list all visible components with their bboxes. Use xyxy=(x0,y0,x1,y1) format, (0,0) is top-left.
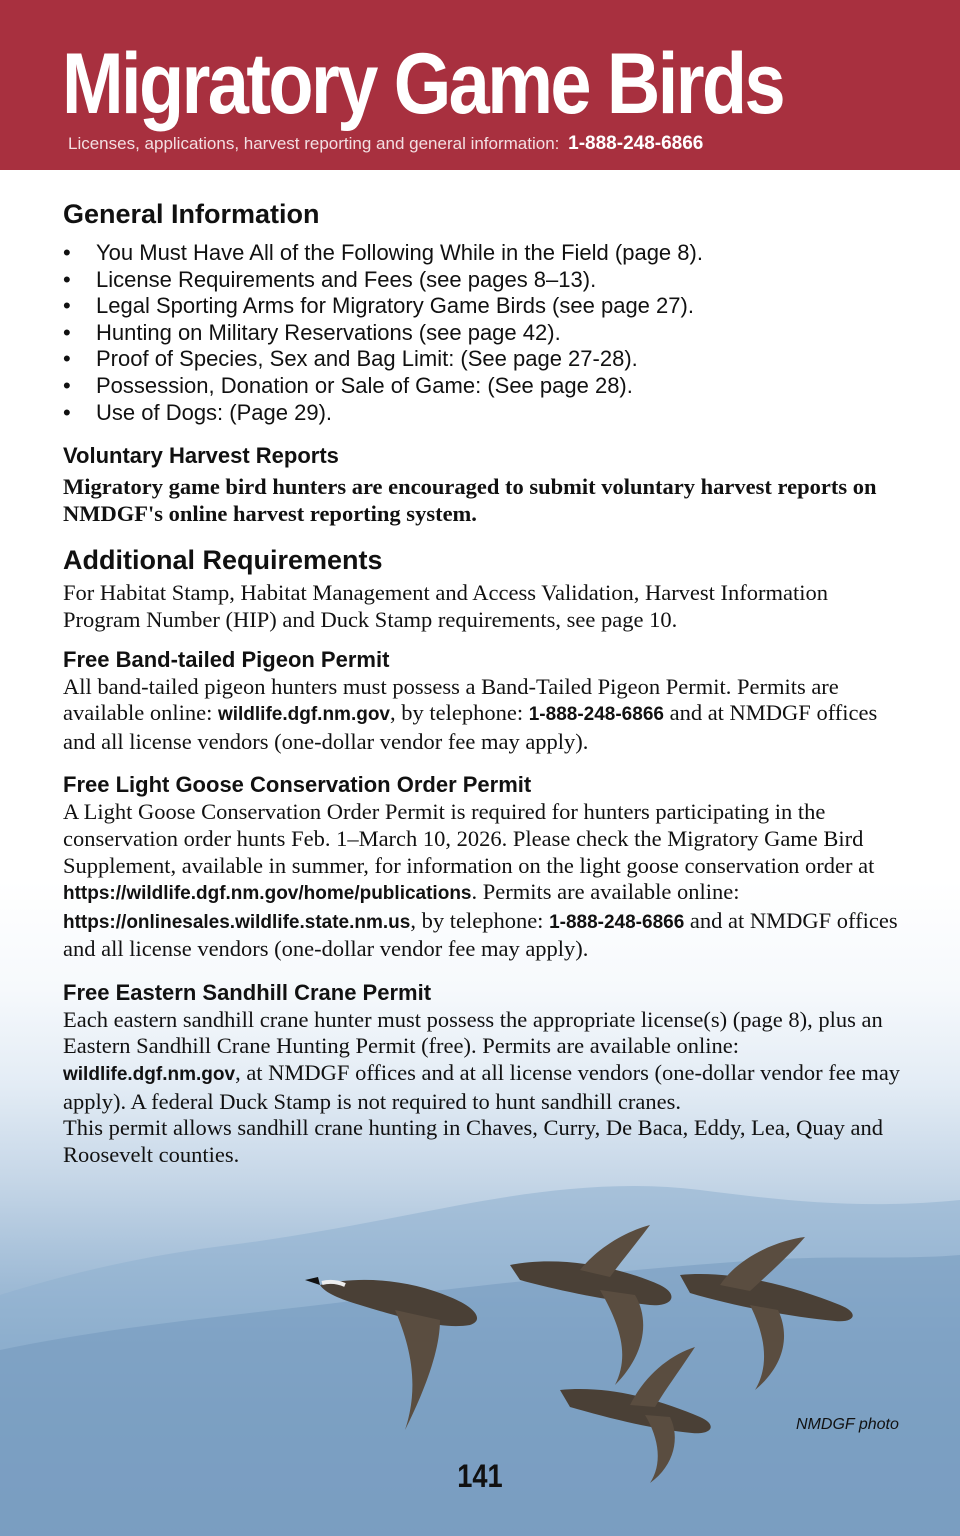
bullet: • xyxy=(63,346,71,372)
bullet: • xyxy=(63,399,71,425)
list-item xyxy=(63,373,908,400)
list-item-text: Possession, Donation or Sale of Game: (See page 28). xyxy=(96,372,633,398)
goose-text-2: . Permits are available online: xyxy=(471,879,740,905)
goose-publications-link[interactable]: https://wildlife.dgf.nm.gov/home/publications xyxy=(63,883,472,905)
list-item xyxy=(63,267,908,294)
general-info-heading: General Information xyxy=(63,199,320,229)
additional-requirements-heading: Additional Requirements xyxy=(63,545,383,576)
header-banner xyxy=(0,0,960,170)
pigeon-link[interactable]: wildlife.dgf.nm.gov xyxy=(217,704,391,726)
list-item-text: Proof of Species, Sex and Bag Limit: (See page 27-28). xyxy=(96,346,638,372)
goose-phone[interactable]: 1-888-248-6866 xyxy=(549,911,685,933)
list-item-text: Use of Dogs: (Page 29). xyxy=(96,399,333,425)
crane-text-1: Each eastern sandhill crane hunter must possess the appropriate license(s) (page 8), plus an Eastern Sandhill Crane Hunting Permit (free). Permits are available online: xyxy=(63,1006,883,1059)
pigeon-phone[interactable]: 1-888-248-6866 xyxy=(528,704,664,726)
list-item xyxy=(63,240,908,267)
bullet: • xyxy=(63,372,71,398)
list-item-text: Legal Sporting Arms for Migratory Game Birds (see page 27). xyxy=(96,293,694,319)
goose-text-1: A Light Goose Conservation Order Permit is required for hunters participating in the conservation order hunts Feb. 1–March 10, 2026. Please check the Migratory Game Bird Supplement, available in summer, for information on the light goose conservation order at xyxy=(63,799,875,878)
list-item-text: Hunting on Military Reservations (see page 42). xyxy=(96,319,561,345)
goose-text-3: , by telephone: xyxy=(410,907,550,933)
bullet: • xyxy=(63,319,71,345)
photo-credit: NMDGF photo xyxy=(796,1416,899,1433)
general-info-list xyxy=(63,240,908,426)
list-item xyxy=(63,400,908,427)
crane-permit-heading: Free Eastern Sandhill Crane Permit xyxy=(63,979,432,1005)
pigeon-permit-text xyxy=(63,674,908,756)
pigeon-text-3: and at NMDGF offices and all license vendors (one-dollar vendor fee may apply). xyxy=(63,700,878,754)
crane-link[interactable]: wildlife.dgf.nm.gov xyxy=(63,1064,236,1086)
bullet: • xyxy=(63,266,71,292)
main-content xyxy=(63,196,908,1168)
pigeon-permit-heading: Free Band-tailed Pigeon Permit xyxy=(63,646,390,672)
header-subtitle xyxy=(68,132,703,156)
header-phone[interactable]: 1-888-248-6866 xyxy=(568,133,704,154)
goose-permit-heading: Free Light Goose Conservation Order Permit xyxy=(63,772,532,798)
crane-counties-text: This permit allows sandhill crane hunting in Chaves, Curry, De Baca, Eddy, Lea, Quay and Roosevelt counties. xyxy=(63,1115,883,1167)
list-item xyxy=(63,320,908,347)
goose-onlinesales-link[interactable]: https://onlinesales.wildlife.state.nm.us xyxy=(63,911,411,933)
pigeon-text-2: , by telephone: xyxy=(390,700,529,726)
voluntary-reports-text: Migratory game bird hunters are encouraged to submit voluntary harvest reports on NMDGF's online harvest reporting system. xyxy=(63,474,877,526)
goose-text-4: and at NMDGF offices and all license vendors (one-dollar vendor fee may apply). xyxy=(63,907,898,962)
list-item xyxy=(63,346,908,373)
crane-permit-text xyxy=(63,1007,908,1115)
voluntary-reports-heading: Voluntary Harvest Reports xyxy=(63,443,339,469)
list-item xyxy=(63,293,908,320)
flying-geese-photo xyxy=(300,1225,890,1485)
pigeon-text-1: All band-tailed pigeon hunters must possess a Band-Tailed Pigeon Permit. Permits are available online: xyxy=(63,673,839,726)
goose-permit-text xyxy=(63,799,908,963)
list-item-text: You Must Have All of the Following While in the Field (page 8). xyxy=(96,240,703,265)
crane-text-2: , at NMDGF offices and at all license vendors (one-dollar vendor fee may apply). A federal Duck Stamp is not required to hunt sandhill cranes. xyxy=(63,1060,901,1114)
bullet: • xyxy=(63,240,71,265)
header-subtitle-text: Licenses, applications, harvest reporting and general information: xyxy=(68,134,560,153)
page-number: 141 xyxy=(457,1458,503,1494)
page-title: Migratory Game Birds xyxy=(62,36,784,132)
list-item-text: License Requirements and Fees (see pages 8–13). xyxy=(96,266,597,292)
additional-requirements-text: For Habitat Stamp, Habitat Management and Access Validation, Harvest Information Program Number (HIP) and Duck Stamp requirements, see page 10. xyxy=(63,580,829,632)
bullet: • xyxy=(63,293,71,319)
